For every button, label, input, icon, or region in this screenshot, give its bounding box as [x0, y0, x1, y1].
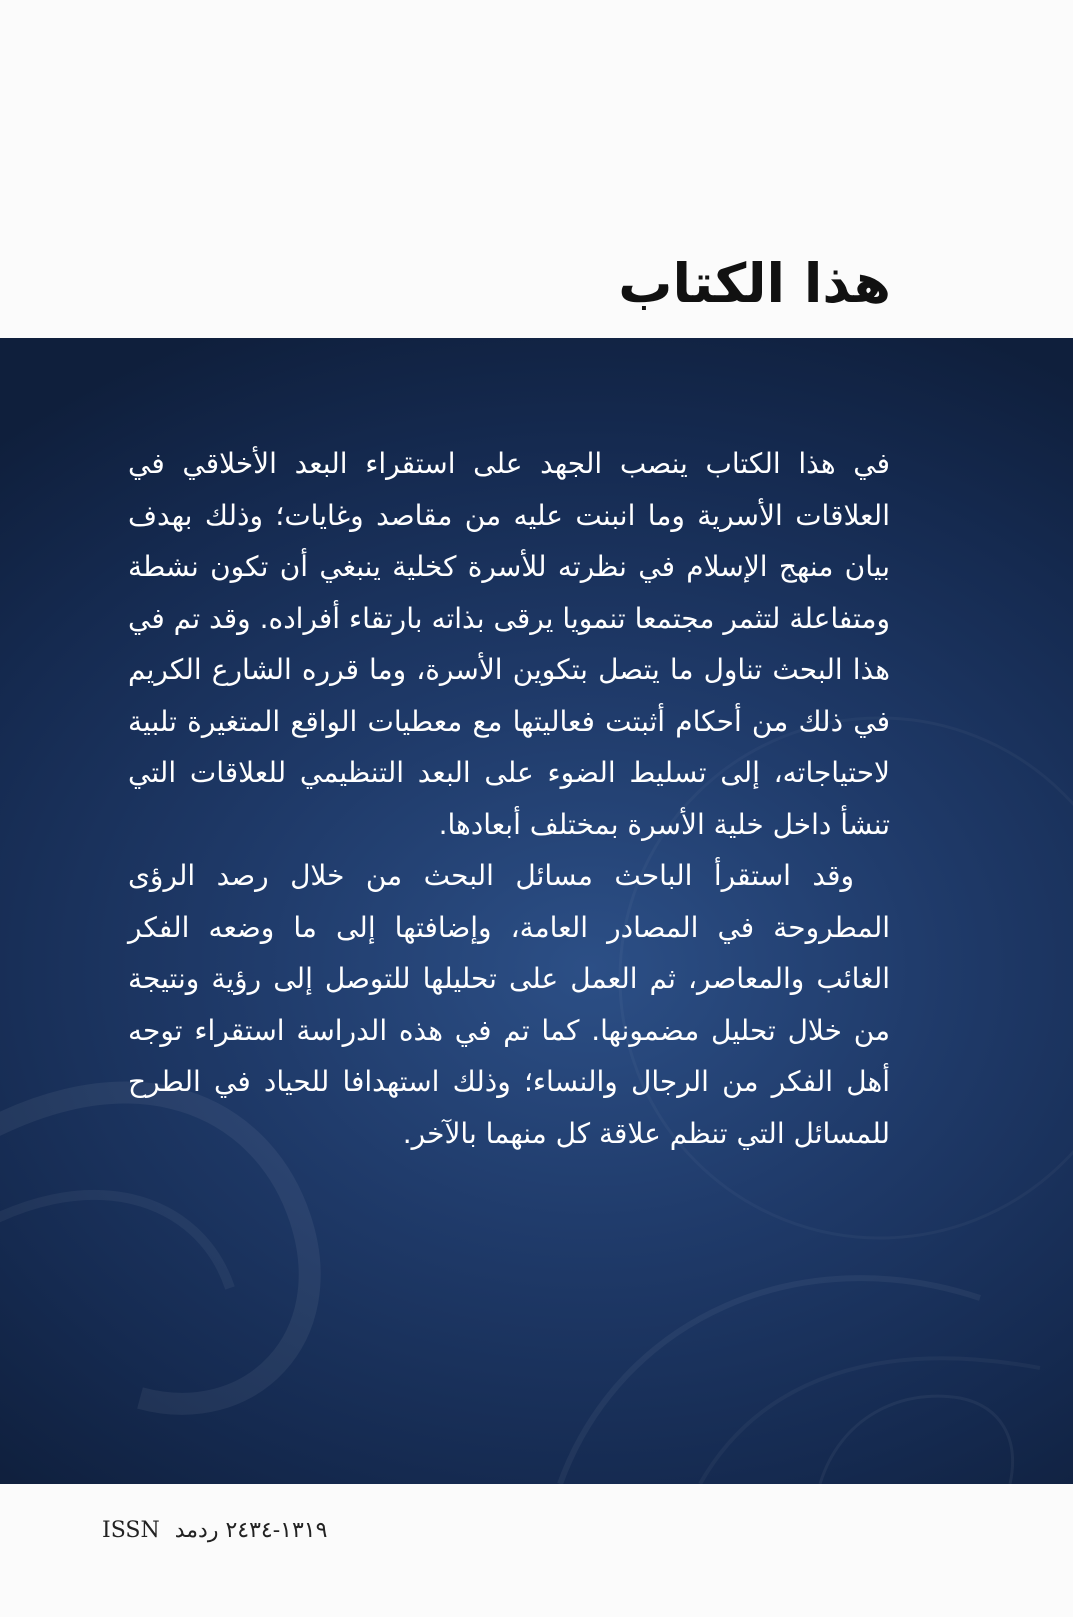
paragraph-1: في هذا الكتاب ينصب الجهد على استقراء البعد الأخلاقي في العلاقات الأسرية وما انبنت عليه من مقاصد وغايات؛ وذلك بهدف بيان منهج الإسلام في نظرته للأسرة كخلية ينبغي أن تكون نشطة ومتفاعلة لتثمر مجتمعا تنمويا يرقى بذاته بارتقاء أفراده. وقد تم في هذا البحث تناول ما يتصل بتكوين الأسرة، وما قرره الشارع الكريم في ذلك من أحكام أثبتت فعاليتها مع معطيات الواقع المتغيرة تلبية لاحتياجاته، إلى تسليط الضوء على البعد التنظيمي للعلاقات التي تنشأ داخل خلية الأسرة بمختلف أبعادها. [128, 447, 890, 841]
blue-text-panel [0, 338, 1073, 1484]
issn-number: ١٣١٩-٢٤٣٤ [225, 1518, 328, 1543]
description-text [128, 438, 890, 1159]
paragraph-2: وقد استقرأ الباحث مسائل البحث من خلال رصد الرؤى المطروحة في المصادر العامة، وإضافتها إلى ما وضعه الفكر الغائب والمعاصر، ثم العمل على تحليلها للتوصل إلى رؤية ونتيجة من خلال تحليل مضمونها. كما تم في هذه الدراسة استقراء توجه أهل الفكر من الرجال والنساء؛ وذلك استهدافا للحياد في الطرح للمسائل التي تنظم علاقة كل منهما بالآخر. [128, 859, 890, 1150]
issn-en-label: ISSN [102, 1518, 160, 1543]
issn-line [102, 1518, 327, 1543]
issn-ar-label: ردمد [174, 1518, 219, 1543]
footer [0, 1484, 1073, 1617]
cover-heading: هذا الكتاب [618, 252, 891, 315]
